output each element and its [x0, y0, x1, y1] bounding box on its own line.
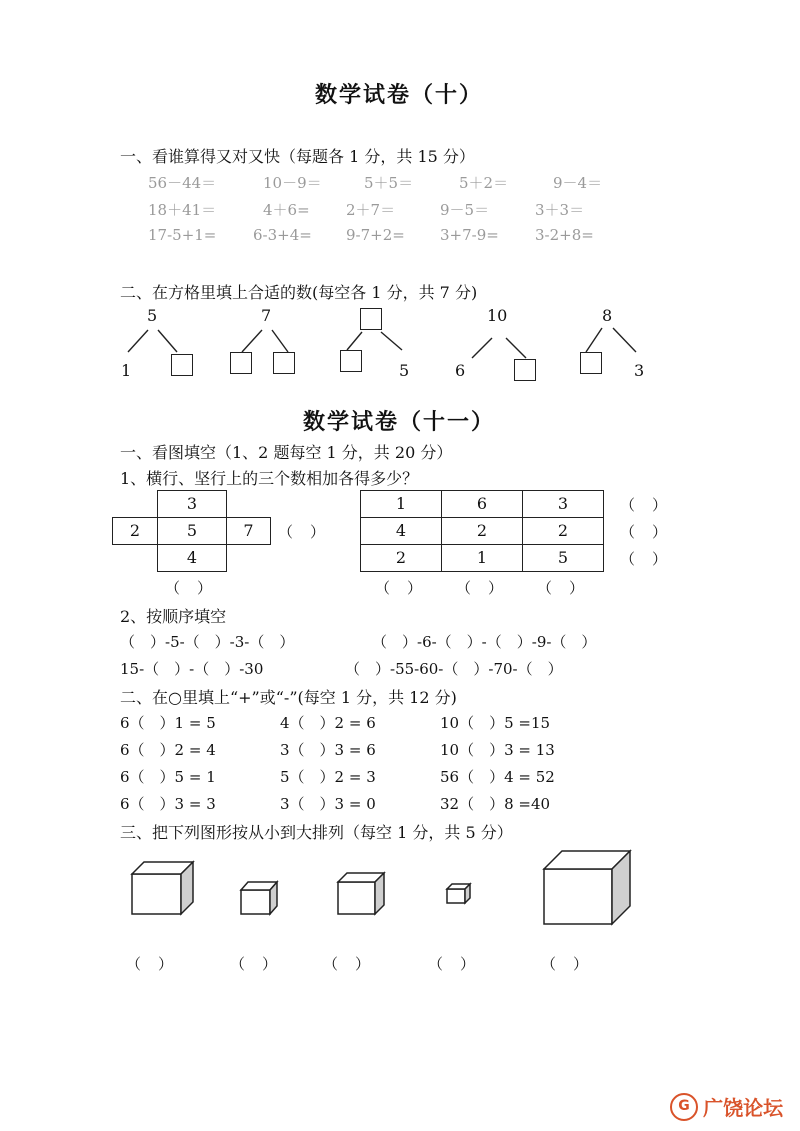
test11-q1: 1、横行、坚行上的三个数相加各得多少？	[120, 469, 419, 488]
cross-top: 3	[157, 490, 227, 518]
calc-item: 10－9＝	[263, 174, 322, 192]
tree-5-top: 8	[602, 306, 613, 325]
tree-2-left-box[interactable]	[230, 352, 252, 374]
grid-row-answer[interactable]: （ ）	[620, 496, 669, 514]
tree-4-left: 6	[455, 361, 466, 380]
cube-3	[338, 873, 384, 914]
operator-item[interactable]: 56（ ）4 = 52	[440, 768, 555, 786]
cross-center: 5	[157, 517, 227, 545]
calc-item: 18＋41＝	[148, 201, 217, 219]
grid-col-answer[interactable]: （ ）	[537, 579, 586, 597]
cube-answer-4[interactable]: （ ）	[428, 955, 477, 973]
cube-4	[447, 884, 470, 903]
tree-4-top: 10	[487, 306, 508, 325]
operator-item[interactable]: 6（ ）3 = 3	[120, 795, 216, 813]
tree-2-right-box[interactable]	[273, 352, 295, 374]
tree-4-right-box[interactable]	[514, 359, 536, 381]
sequence-1[interactable]: （ ）-5-（ ）-3-（ ）	[120, 633, 295, 651]
calc-item: 5＋5＝	[364, 174, 414, 192]
cube-answer-3[interactable]: （ ）	[323, 955, 372, 973]
operator-item[interactable]: 10（ ）3 = 13	[440, 741, 555, 759]
watermark-text: 广饶论坛	[703, 1096, 784, 1120]
tree-2-top: 7	[261, 306, 272, 325]
operator-item[interactable]: 6（ ）2 = 4	[120, 741, 216, 759]
sequence-4[interactable]: （ ）-55-60-（ ）-70-（ ）	[345, 660, 563, 678]
test10-sec2-heading: 二、在方格里填上合适的数(每空各 1 分，共 7 分)	[120, 283, 478, 302]
grid-cell: 2	[441, 517, 523, 545]
operator-item[interactable]: 3（ ）3 = 0	[280, 795, 376, 813]
grid-cell: 3	[522, 490, 604, 518]
tree-3-top-box[interactable]	[360, 308, 382, 330]
grid-cell: 4	[360, 517, 442, 545]
grid-cell: 2	[522, 517, 604, 545]
grid-cell: 5	[522, 544, 604, 572]
operator-item[interactable]: 32（ ）8 =40	[440, 795, 551, 813]
test11-part1-heading: 一、看图填空（1、2 题每空 1 分，共 20 分）	[120, 443, 453, 462]
operator-item[interactable]: 3（ ）3 = 6	[280, 741, 376, 759]
cross-right: 7	[226, 517, 271, 545]
test11-part3-heading: 三、把下列图形按从小到大排列（每空 1 分，共 5 分）	[120, 823, 513, 842]
calc-item: 56－44＝	[148, 174, 217, 192]
calc-item: 3-2+8=	[535, 226, 594, 244]
grid-row-answer[interactable]: （ ）	[620, 523, 669, 541]
cube-1	[132, 862, 193, 914]
cross-col-answer[interactable]: （ ）	[165, 579, 214, 597]
calc-item: 4＋6=	[263, 201, 310, 219]
tree-5-left-box[interactable]	[580, 352, 602, 374]
tree-1-top: 5	[147, 306, 158, 325]
tree-3-left-box[interactable]	[340, 350, 362, 372]
tree-1-left: 1	[121, 361, 132, 380]
grid-cell: 1	[360, 490, 442, 518]
test11-part2-heading: 二、在○里填上“+”或“-”(每空 1 分，共 12 分)	[120, 688, 457, 707]
grid-col-answer[interactable]: （ ）	[375, 579, 424, 597]
tree-1-right-box[interactable]	[171, 354, 193, 376]
watermark	[670, 1092, 783, 1121]
calc-item: 9-7+2=	[346, 226, 405, 244]
grid-col-answer[interactable]: （ ）	[456, 579, 505, 597]
calc-item: 9－5＝	[440, 201, 490, 219]
grid-cell: 1	[441, 544, 523, 572]
sequence-2[interactable]: （ ）-6-（ ）-（ ）-9-（ ）	[372, 633, 597, 651]
grid-cell: 6	[441, 490, 523, 518]
cube-answer-5[interactable]: （ ）	[541, 955, 590, 973]
calc-item: 2＋7＝	[346, 201, 396, 219]
calc-item: 9－4＝	[553, 174, 603, 192]
cube-2	[241, 882, 277, 914]
tree-3-right: 5	[399, 361, 410, 380]
grid-row-answer[interactable]: （ ）	[620, 550, 669, 568]
calc-item: 5＋2＝	[459, 174, 509, 192]
calc-item: 3+7-9=	[440, 226, 499, 244]
grid-cell: 2	[360, 544, 442, 572]
calc-item: 6-3+4=	[253, 226, 312, 244]
cube-answer-1[interactable]: （ ）	[126, 955, 175, 973]
cube-answer-2[interactable]: （ ）	[230, 955, 279, 973]
sequence-3[interactable]: 15-（ ）-（ ）-30	[120, 660, 264, 678]
test11-title: 数学试卷（十一）	[303, 409, 496, 435]
operator-item[interactable]: 10（ ）5 =15	[440, 714, 551, 732]
cross-left: 2	[112, 517, 158, 545]
test10-sec1-heading: 一、看谁算得又对又快（每题各 1 分，共 15 分）	[120, 147, 475, 166]
forum-logo-icon: G	[670, 1093, 698, 1121]
operator-item[interactable]: 6（ ）5 = 1	[120, 768, 216, 786]
operator-item[interactable]: 5（ ）2 = 3	[280, 768, 376, 786]
operator-item[interactable]: 6（ ）1 = 5	[120, 714, 216, 732]
cross-row-answer[interactable]: （ ）	[278, 523, 327, 541]
tree-5-right: 3	[634, 361, 645, 380]
test11-q2: 2、按顺序填空	[120, 607, 227, 626]
calc-item: 3＋3＝	[535, 201, 585, 219]
calc-item: 17-5+1=	[148, 226, 217, 244]
test10-title: 数学试卷（十）	[315, 82, 484, 108]
operator-item[interactable]: 4（ ）2 = 6	[280, 714, 376, 732]
cube-5	[544, 851, 630, 924]
cubes-figure	[0, 840, 800, 940]
cross-bottom: 4	[157, 544, 227, 572]
